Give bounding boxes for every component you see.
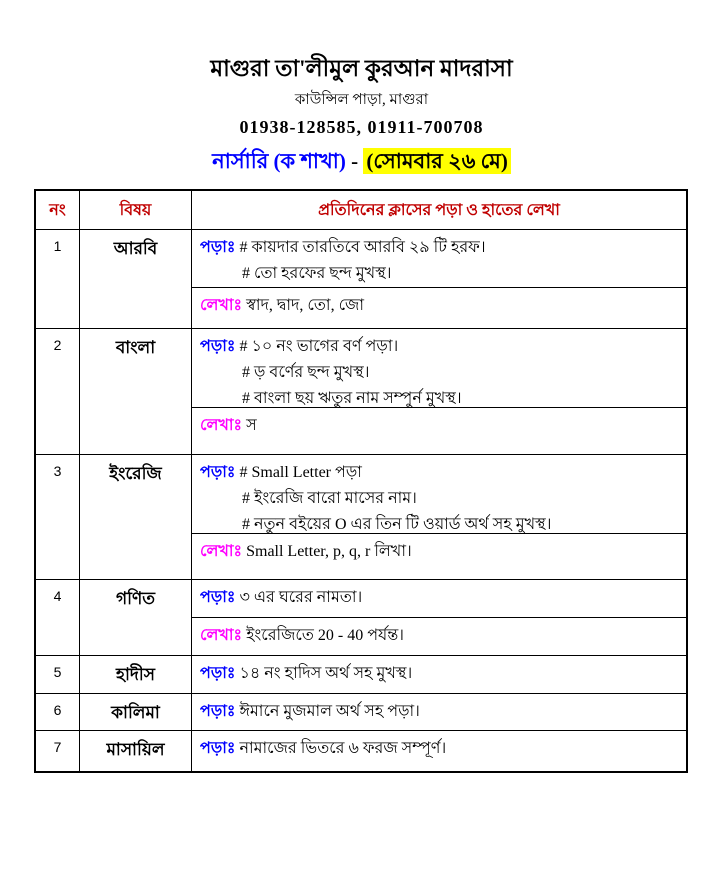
date-highlight: (সোমবার ২৬ মে) [363, 148, 510, 174]
subject-name: হাদীস [80, 656, 192, 693]
lekha-label: লেখাঃ [200, 297, 243, 315]
pora-text: নামাজের ভিতরে ৬ ফরজ সম্পূর্ণ। [239, 740, 447, 758]
schedule-table [34, 189, 688, 773]
pora-section [192, 329, 686, 407]
pora-section [192, 230, 686, 287]
subject-name: গণিত [80, 580, 192, 655]
lekha-label: লেখাঃ [200, 543, 243, 561]
class-section-name: নার্সারি (ক শাখা) [212, 148, 346, 173]
pora-section [192, 694, 686, 730]
pora-section [192, 656, 686, 693]
lekha-text: Small Letter, p, q, r লিখা। [246, 543, 412, 561]
pora-label: পড়াঃ [200, 589, 236, 607]
table-row [36, 693, 686, 730]
row-number: 6 [36, 694, 80, 730]
page-title: মাগুরা তা'লীমুল কুরআন মাদরাসা [210, 56, 513, 81]
pora-line [200, 235, 678, 261]
pora-label: পড়াঃ [200, 464, 236, 482]
pora-section [192, 455, 686, 533]
pora-line: # ড় বর্ণের ছন্দ মুখস্থ। [242, 364, 370, 382]
lekha-label: লেখাঃ [200, 627, 243, 645]
row-number: 4 [36, 580, 80, 655]
table-row [36, 655, 686, 693]
table-row [36, 454, 686, 579]
lekha-text: স [246, 417, 257, 435]
row-number: 7 [36, 731, 80, 771]
lekha-section [192, 407, 686, 454]
row-number: 5 [36, 656, 80, 693]
document-header [0, 54, 723, 176]
pora-text: # কায়দার তারতিবে আরবি ২৯ টি হরফ। [239, 239, 486, 257]
lekha-section [192, 617, 686, 655]
subject-name: বাংলা [80, 329, 192, 454]
table-row [36, 730, 686, 771]
header-cell-no: নং [36, 191, 80, 229]
phone-numbers: 01938-128585, 01911-700708 [239, 117, 484, 138]
subject-name: কালিমা [80, 694, 192, 730]
pora-line [200, 334, 678, 360]
pora-line: # বাংলা ছয় ঋতুর নাম সম্পুর্ন মুখস্থ। [242, 390, 462, 408]
pora-line: # নতুন বইয়ের O এর তিন টি ওয়ার্ড অর্থ সহ মুখস্থ। [242, 516, 552, 534]
lekha-text: ইংরেজিতে 20 - 40 পর্যন্ত। [246, 627, 405, 645]
pora-label: পড়াঃ [200, 740, 236, 758]
header-cell-lessons: প্রতিদিনের ক্লাসের পড়া ও হাতের লেখা [318, 201, 560, 219]
pora-line [200, 661, 678, 687]
pora-text: ৩ এর ঘরের নামতা। [239, 589, 363, 607]
table-header-row [36, 191, 686, 229]
pora-line [200, 460, 678, 486]
lekha-label: লেখাঃ [200, 417, 243, 435]
pora-line: # তো হরফের ছন্দ মুখস্থ। [242, 265, 392, 283]
subject-name: মাসায়িল [80, 731, 192, 771]
pora-line [200, 699, 678, 725]
separator-dash: - [345, 148, 364, 173]
subject-name: আরবি [80, 230, 192, 328]
table-row [36, 229, 686, 328]
header-cell-subject: বিষয় [80, 191, 192, 229]
lekha-section [192, 287, 686, 328]
pora-label: পড়াঃ [200, 338, 236, 356]
pora-text: # ১০ নং ভাগের বর্ণ পড়া। [239, 338, 399, 356]
row-number: 3 [36, 455, 80, 579]
pora-label: পড়াঃ [200, 665, 236, 683]
pora-line: # ইংরেজি বারো মাসের নাম। [242, 490, 417, 508]
pora-label: পড়াঃ [200, 239, 236, 257]
pora-line [200, 585, 678, 611]
pora-text: ১৪ নং হাদিস অর্থ সহ মুখস্থ। [239, 665, 413, 683]
table-row [36, 328, 686, 454]
row-number: 2 [36, 329, 80, 454]
pora-section [192, 580, 686, 617]
subject-name: ইংরেজি [80, 455, 192, 579]
class-date-line [0, 147, 723, 176]
pora-label: পড়াঃ [200, 703, 236, 721]
lekha-text: স্বাদ, দ্বাদ, তো, জো [246, 297, 365, 315]
pora-text: ঈমানে মুজমাল অর্থ সহ পড়া। [239, 703, 420, 721]
table-row [36, 579, 686, 655]
lekha-section [192, 533, 686, 579]
pora-text: # Small Letter পড়া [239, 464, 362, 482]
row-number: 1 [36, 230, 80, 328]
address-line: কাউন্সিল পাড়া, মাগুরা [294, 91, 429, 108]
pora-line [200, 736, 678, 762]
pora-section [192, 731, 686, 771]
